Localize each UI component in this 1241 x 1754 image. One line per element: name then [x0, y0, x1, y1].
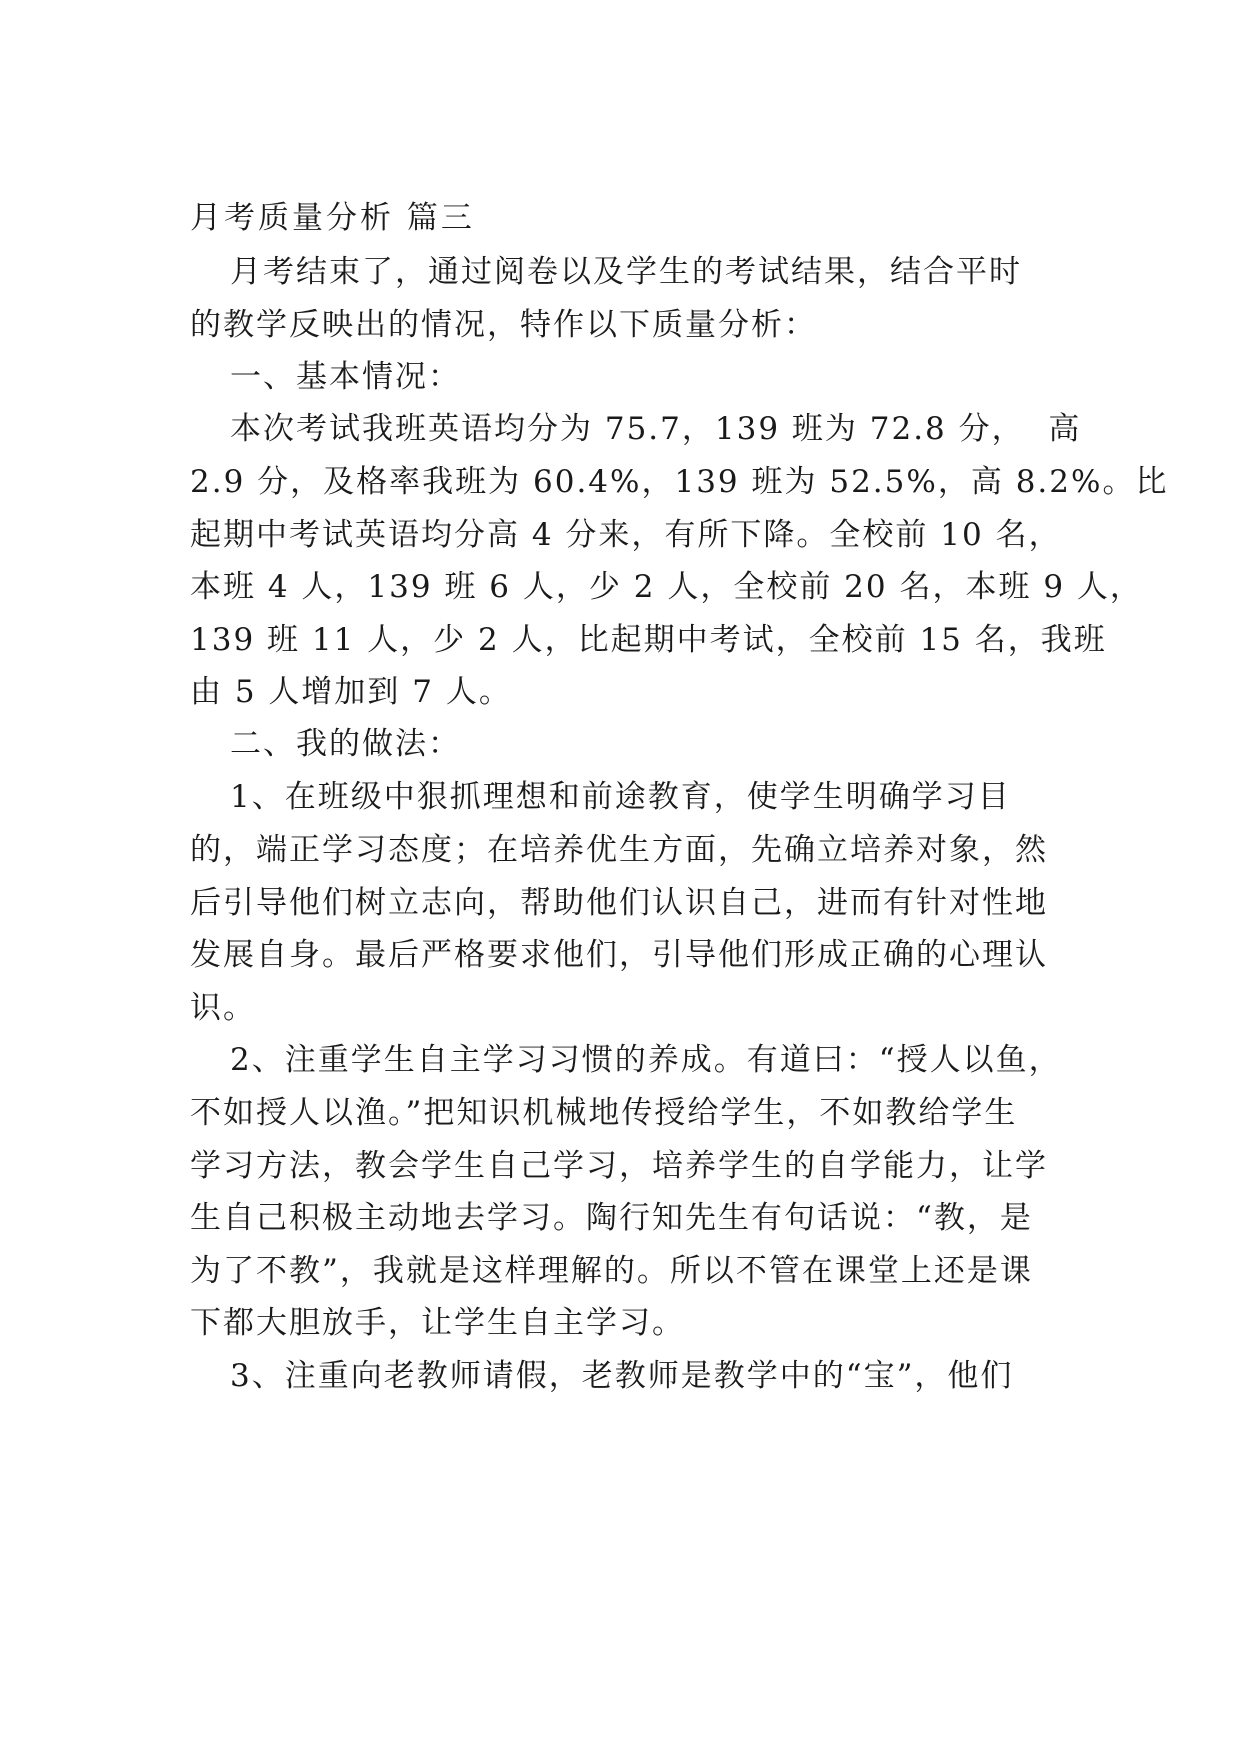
paragraph-line: 学习方法，教会学生自己学习，培养学生的自学能力，让学	[190, 1148, 1048, 1184]
paragraph-line: 发展自身。最后严格要求他们，引导他们形成正确的心理认	[190, 937, 1048, 973]
paragraph-line: 本次考试我班英语均分为 75.7，139 班为 72.8 分， 高	[230, 411, 1082, 447]
paragraph-line: 为了不教”，我就是这样理解的。所以不管在课堂上还是课	[190, 1253, 1033, 1289]
section-heading: 一、基本情况：	[230, 359, 461, 395]
paragraph-line: 1、在班级中狠抓理想和前途教育，使学生明确学习目	[230, 779, 1011, 815]
paragraph-line: 139 班 11 人，少 2 人，比起期中考试，全校前 15 名，我班	[190, 622, 1107, 658]
paragraph-line: 不如授人以渔。”把知识机械地传授给学生，不如教给学生	[190, 1095, 1018, 1131]
paragraph-line: 3、注重向老教师请假，老教师是教学中的“宝”，他们	[230, 1358, 1014, 1394]
document-title: 月考质量分析 篇三	[190, 200, 475, 236]
paragraph-line: 2、注重学生自主学习习惯的养成。有道曰：“授人以鱼，	[230, 1042, 1062, 1078]
section-heading: 二、我的做法：	[230, 726, 461, 762]
paragraph-line: 的教学反映出的情况，特作以下质量分析：	[190, 307, 817, 343]
paragraph-line: 本班 4 人，139 班 6 人，少 2 人，全校前 20 名，本班 9 人，	[190, 569, 1143, 605]
paragraph-line: 2.9 分，及格率我班为 60.4%，139 班为 52.5%，高 8.2%。比	[190, 464, 1169, 500]
paragraph-line: 生自己积极主动地去学习。陶行知先生有句话说：“教，是	[190, 1200, 1033, 1236]
paragraph-line: 后引导他们树立志向，帮助他们认识自己，进而有针对性地	[190, 885, 1048, 921]
paragraph-line: 由 5 人增加到 7 人。	[190, 674, 512, 710]
paragraph-line: 月考结束了，通过阅卷以及学生的考试结果，结合平时	[230, 254, 1022, 290]
paragraph-line: 起期中考试英语均分高 4 分来，有所下降。全校前 10 名，	[190, 517, 1062, 553]
paragraph-line: 下都大胆放手，让学生自主学习。	[190, 1305, 685, 1341]
paragraph-line: 识。	[190, 990, 256, 1026]
paragraph-line: 的，端正学习态度；在培养优生方面，先确立培养对象，然	[190, 832, 1048, 868]
